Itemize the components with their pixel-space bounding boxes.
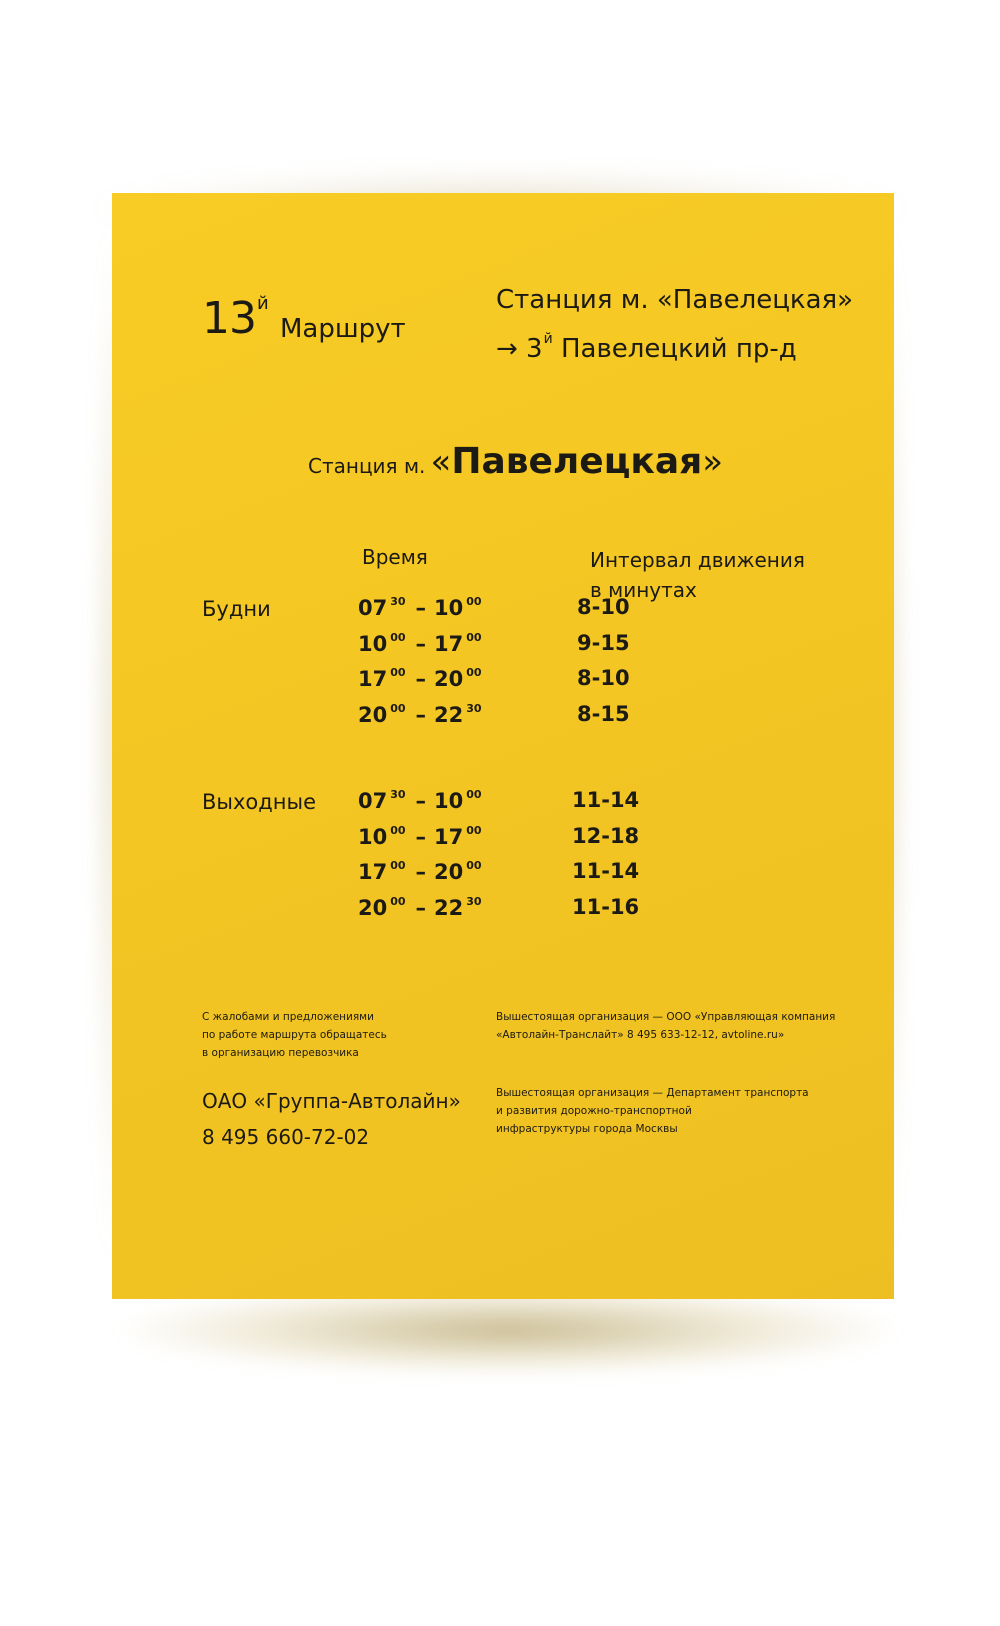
interval-value: 9-15 — [577, 630, 630, 655]
interval-value: 8-15 — [577, 701, 630, 726]
interval-value: 8-10 — [577, 666, 630, 690]
stop-prefix: Станция м. — [308, 454, 426, 478]
time-column-header: Время — [362, 545, 428, 569]
parent-org-1: Вышестоящая организация — ООО «Управляющая компания «Автолайн-Транслайт» 8 495 633-12-12, avtoline.ru» — [496, 1011, 836, 1041]
interval-value: 11-16 — [572, 894, 640, 919]
route-number-suffix: й — [257, 293, 268, 314]
time-range: 20 $^{00}$ – 22 $^{30}$ — [358, 701, 482, 727]
interval-value: 11-14 — [572, 859, 640, 883]
interval-value: 11-14 — [572, 788, 640, 812]
parent-org-2: Вышестоящая организация — Департамент транспорта и развития дорожно-транспортной инфраструктуры города Москвы — [496, 1087, 809, 1135]
time-range: 07 $^{30}$ – 10 $^{00}$ — [358, 788, 482, 813]
route-direction-to: → $3^й$ Павелецкий пр-д — [496, 331, 797, 364]
time-range: 20 $^{00}$ – 22 $^{30}$ — [358, 894, 482, 920]
stop-title: Станция м. «Павелецкая» — [308, 441, 724, 482]
route-label: Маршрут — [280, 314, 406, 344]
time-range: 17 $^{00}$ – 20 $^{00}$ — [358, 859, 482, 884]
time-range: 10 $^{00}$ – 17 $^{00}$ — [358, 823, 482, 849]
route-number: $13^й$ — [202, 293, 268, 344]
time-range: 07 $^{30}$ – 10 $^{00}$ — [358, 595, 482, 620]
time-range: 17 $^{00}$ – 20 $^{00}$ — [358, 666, 482, 691]
schedule-poster — [112, 193, 894, 1299]
carrier-name: ОАО «Группа-Автолайн» — [202, 1089, 461, 1113]
carrier-contact — [202, 1083, 461, 1155]
day-type-label: Будни — [202, 597, 271, 621]
stop-name: Павелецкая — [451, 441, 703, 482]
complaints-note: С жалобами и предложениями по работе маршрута обращатесь в организацию перевозчика — [202, 1011, 387, 1059]
interval-value: 12-18 — [572, 823, 640, 848]
time-range: 10 $^{00}$ – 17 $^{00}$ — [358, 630, 482, 656]
interval-column-header: Интервал движения в минутах — [590, 548, 805, 602]
day-type-label: Выходные — [202, 790, 317, 814]
carrier-phone: 8 495 660-72-02 — [202, 1125, 370, 1149]
interval-value: 8-10 — [577, 595, 630, 619]
route-direction-from: Станция м. «Павелецкая» — [496, 285, 854, 315]
